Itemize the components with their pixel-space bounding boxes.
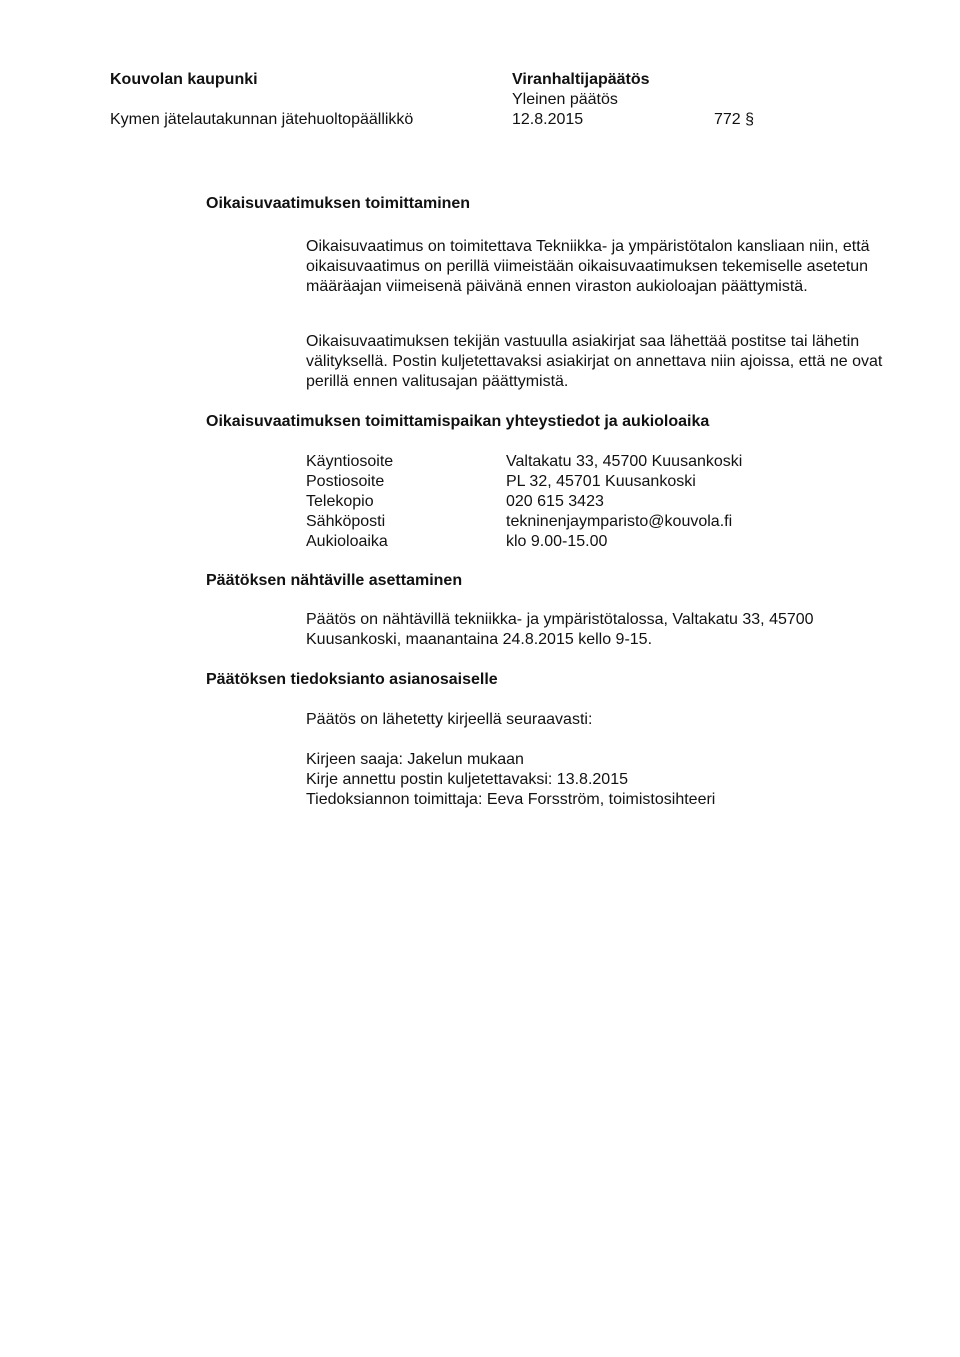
contact-label: Telekopio bbox=[306, 493, 374, 510]
contact-value: PL 32, 45701 Kuusankoski bbox=[506, 473, 696, 490]
contact-row-fax bbox=[306, 492, 604, 512]
contact-label: Postiosoite bbox=[306, 473, 385, 490]
authority-name: Kymen jätelautakunnan jätehuoltopäällikkö bbox=[110, 111, 414, 128]
contact-row-opening-hours bbox=[306, 532, 608, 552]
contact-heading: Oikaisuvaatimuksen toimittamispaikan yhteystiedot ja aukioloaika bbox=[206, 413, 710, 430]
notification-line-posted: Kirje annettu postin kuljetettavaksi: 13.8.2015 bbox=[306, 771, 628, 788]
notification-heading: Päätöksen tiedoksianto asianosaiselle bbox=[206, 671, 498, 688]
appeal-paragraph-1 bbox=[306, 237, 890, 297]
organization-name: Kouvolan kaupunki bbox=[110, 71, 258, 88]
notification-line-deliverer: Tiedoksiannon toimittaja: Eeva Forsström, toimistosihteeri bbox=[306, 791, 716, 808]
contact-row-postal-address bbox=[306, 472, 696, 492]
display-text: Päätös on nähtävillä tekniikka- ja ympäristötalossa, Valtakatu 33, 45700 Kuusankoski, maanantaina 24.8.2015 kello 9-15. bbox=[306, 611, 814, 648]
contact-label: Sähköposti bbox=[306, 513, 386, 530]
contact-value: Valtakatu 33, 45700 Kuusankoski bbox=[506, 453, 743, 470]
contact-value: tekninenjaymparisto@kouvola.fi bbox=[506, 513, 733, 530]
section-number: 772 § bbox=[714, 111, 755, 128]
appeal-paragraph-2-text: Oikaisuvaatimuksen tekijän vastuulla asiakirjat saa lähettää postitse tai lähetin välityksellä. Postin kuljetettavaksi asiakirjat on annettava niin ajoissa, että ne ovat perillä ennen valitusajan päättymistä. bbox=[306, 333, 883, 390]
notification-line-recipient: Kirjeen saaja: Jakelun mukaan bbox=[306, 751, 524, 768]
contact-label: Aukioloaika bbox=[306, 533, 388, 550]
display-paragraph bbox=[306, 610, 890, 650]
appeal-heading: Oikaisuvaatimuksen toimittaminen bbox=[206, 195, 471, 212]
notification-intro: Päätös on lähetetty kirjeellä seuraavasti: bbox=[306, 711, 593, 728]
appeal-paragraph-2 bbox=[306, 332, 890, 392]
contact-row-visiting-address bbox=[306, 452, 743, 472]
contact-row-email bbox=[306, 512, 733, 532]
decision-date: 12.8.2015 bbox=[512, 111, 584, 128]
decision-type: Yleinen päätös bbox=[512, 91, 618, 108]
contact-value: klo 9.00-15.00 bbox=[506, 533, 608, 550]
document-type: Viranhaltijapäätös bbox=[512, 71, 650, 88]
appeal-paragraph-1-text: Oikaisuvaatimus on toimitettava Tekniikka- ja ympäristötalon kansliaan niin, että oikaisuvaatimus on perillä viimeistään oikaisuvaatimuksen tekemiselle asetetun määräajan viimeisenä päivänä ennen viraston aukioloajan päättymistä. bbox=[306, 238, 870, 295]
contact-value: 020 615 3423 bbox=[506, 493, 604, 510]
display-heading: Päätöksen nähtäville asettaminen bbox=[206, 572, 463, 589]
contact-label: Käyntiosoite bbox=[306, 453, 394, 470]
